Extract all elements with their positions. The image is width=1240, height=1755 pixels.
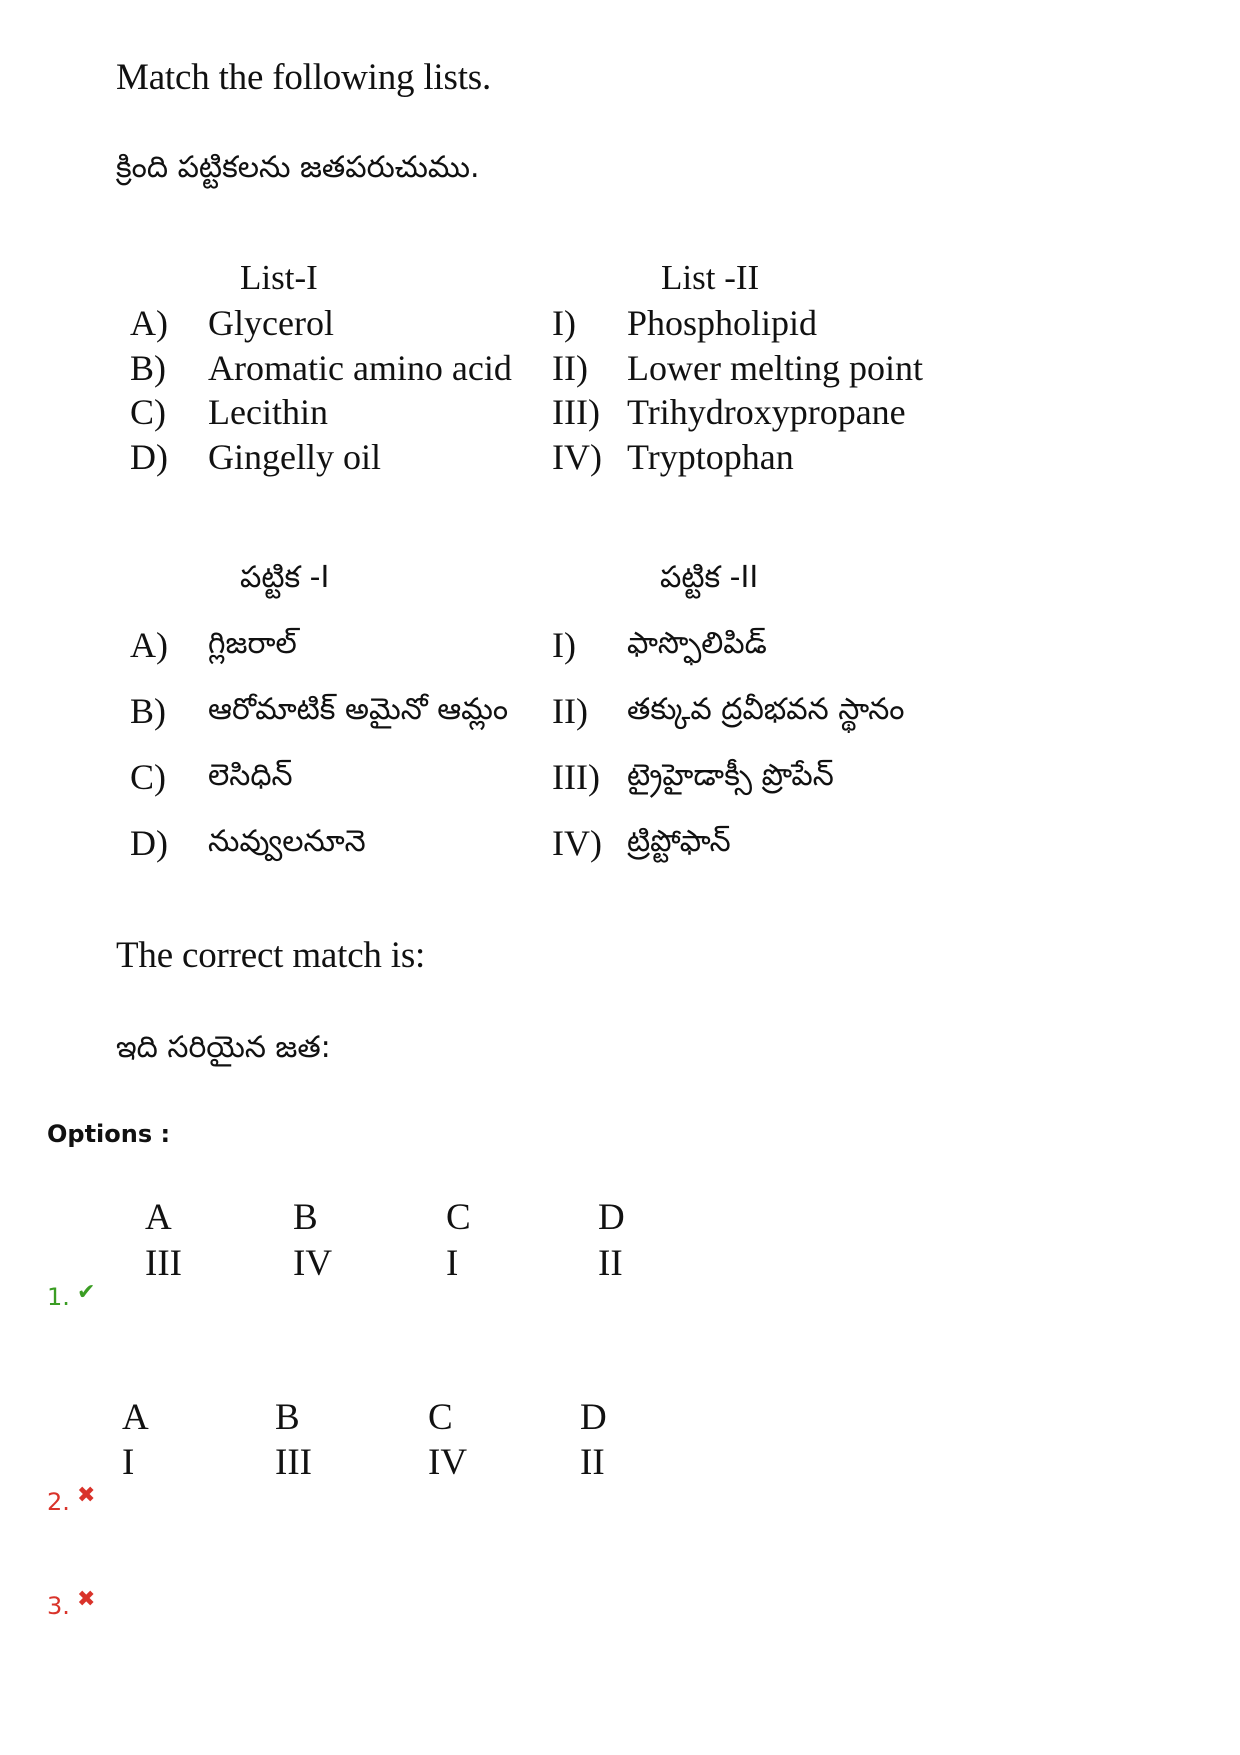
list-te-row-key2-3: III) bbox=[552, 757, 600, 797]
option-1-header-a: A bbox=[145, 1197, 172, 1238]
option-2-value-d: II bbox=[580, 1442, 605, 1483]
list-te-row-key-2: B) bbox=[130, 691, 166, 731]
list-te-row-key2-2: II) bbox=[552, 691, 588, 731]
list-te-row-key-3: C) bbox=[130, 757, 166, 797]
list-te-row-val-4: నువ్వులనూనె bbox=[208, 824, 366, 859]
list-en-head-1: List-I bbox=[240, 258, 318, 297]
option-1-value-c: I bbox=[446, 1243, 459, 1284]
list-en-row-key-4: D) bbox=[130, 437, 168, 477]
list-en-row-val2-4: Tryptophan bbox=[627, 437, 794, 477]
question-title-en: Match the following lists. bbox=[116, 57, 492, 98]
list-te-row-val2-4: ట్రిప్టోఫాన్ bbox=[627, 824, 731, 859]
list-te-row-val2-1: ఫాస్ఫొలిపిడ్ bbox=[627, 626, 767, 661]
list-te-row-val-1: గ్లిజరాల్ bbox=[208, 626, 297, 661]
option-3-number: 3. bbox=[47, 1592, 70, 1620]
list-en-row-key-1: A) bbox=[130, 303, 168, 343]
option-2-value-c: IV bbox=[428, 1442, 468, 1483]
list-te-row-key2-4: IV) bbox=[552, 823, 602, 863]
option-1-number: 1. bbox=[47, 1283, 70, 1311]
list-en-row-key2-4: IV) bbox=[552, 437, 602, 477]
option-2-value-b: III bbox=[275, 1442, 312, 1483]
list-te-head-1: పట్టిక -I bbox=[240, 560, 330, 595]
list-en-row-val-2: Aromatic amino acid bbox=[208, 348, 512, 388]
list-en-row-key-2: B) bbox=[130, 348, 166, 388]
list-te-row-val-3: లెసిధిన్ bbox=[208, 758, 293, 793]
check-icon: ✔ bbox=[77, 1280, 96, 1305]
option-1-value-d: II bbox=[598, 1243, 623, 1284]
question-prompt-en: The correct match is: bbox=[116, 935, 426, 976]
option-2-header-b: B bbox=[275, 1397, 300, 1438]
option-1-value-b: IV bbox=[293, 1243, 333, 1284]
list-te-row-val2-3: ట్రైహైడాక్సీ ప్రొపేన్ bbox=[627, 758, 834, 793]
option-2-header-d: D bbox=[580, 1397, 607, 1438]
question-title-te: క్రింది పట్టికలను జతపరుచుము. bbox=[116, 150, 480, 185]
option-1-value-a: III bbox=[145, 1243, 182, 1284]
list-te-row-key2-1: I) bbox=[552, 625, 576, 665]
option-1-header-b: B bbox=[293, 1197, 318, 1238]
cross-icon: ✖ bbox=[77, 1483, 96, 1508]
option-1-header-c: C bbox=[446, 1197, 471, 1238]
list-en-row-val2-2: Lower melting point bbox=[627, 348, 923, 388]
list-te-row-val-2: ఆరోమాటిక్ అమైనో ఆమ్లం bbox=[208, 692, 509, 727]
option-2-value-a: I bbox=[122, 1442, 135, 1483]
list-en-row-val-1: Glycerol bbox=[208, 303, 334, 343]
list-en-row-val-3: Lecithin bbox=[208, 392, 328, 432]
question-prompt-te: ఇది సరియైన జత: bbox=[116, 1030, 331, 1065]
list-te-row-val2-2: తక్కువ ద్రవీభవన స్థానం bbox=[627, 692, 905, 727]
list-te-row-key-1: A) bbox=[130, 625, 168, 665]
list-en-row-val-4: Gingelly oil bbox=[208, 437, 381, 477]
list-en-row-key2-1: I) bbox=[552, 303, 576, 343]
list-en-row-key2-3: III) bbox=[552, 392, 600, 432]
option-2-header-a: A bbox=[122, 1397, 149, 1438]
list-te-row-key-4: D) bbox=[130, 823, 168, 863]
list-en-head-2: List -II bbox=[661, 258, 760, 297]
list-en-row-val2-1: Phospholipid bbox=[627, 303, 818, 343]
list-te-head-2: పట్టిక -II bbox=[660, 560, 759, 595]
option-2-number: 2. bbox=[47, 1488, 70, 1516]
option-1-header-d: D bbox=[598, 1197, 625, 1238]
list-en-row-key-3: C) bbox=[130, 392, 166, 432]
cross-icon: ✖ bbox=[77, 1587, 96, 1612]
options-label: Options : bbox=[47, 1120, 171, 1148]
list-en-row-key2-2: II) bbox=[552, 348, 588, 388]
list-en-row-val2-3: Trihydroxypropane bbox=[627, 392, 906, 432]
option-2-header-c: C bbox=[428, 1397, 453, 1438]
